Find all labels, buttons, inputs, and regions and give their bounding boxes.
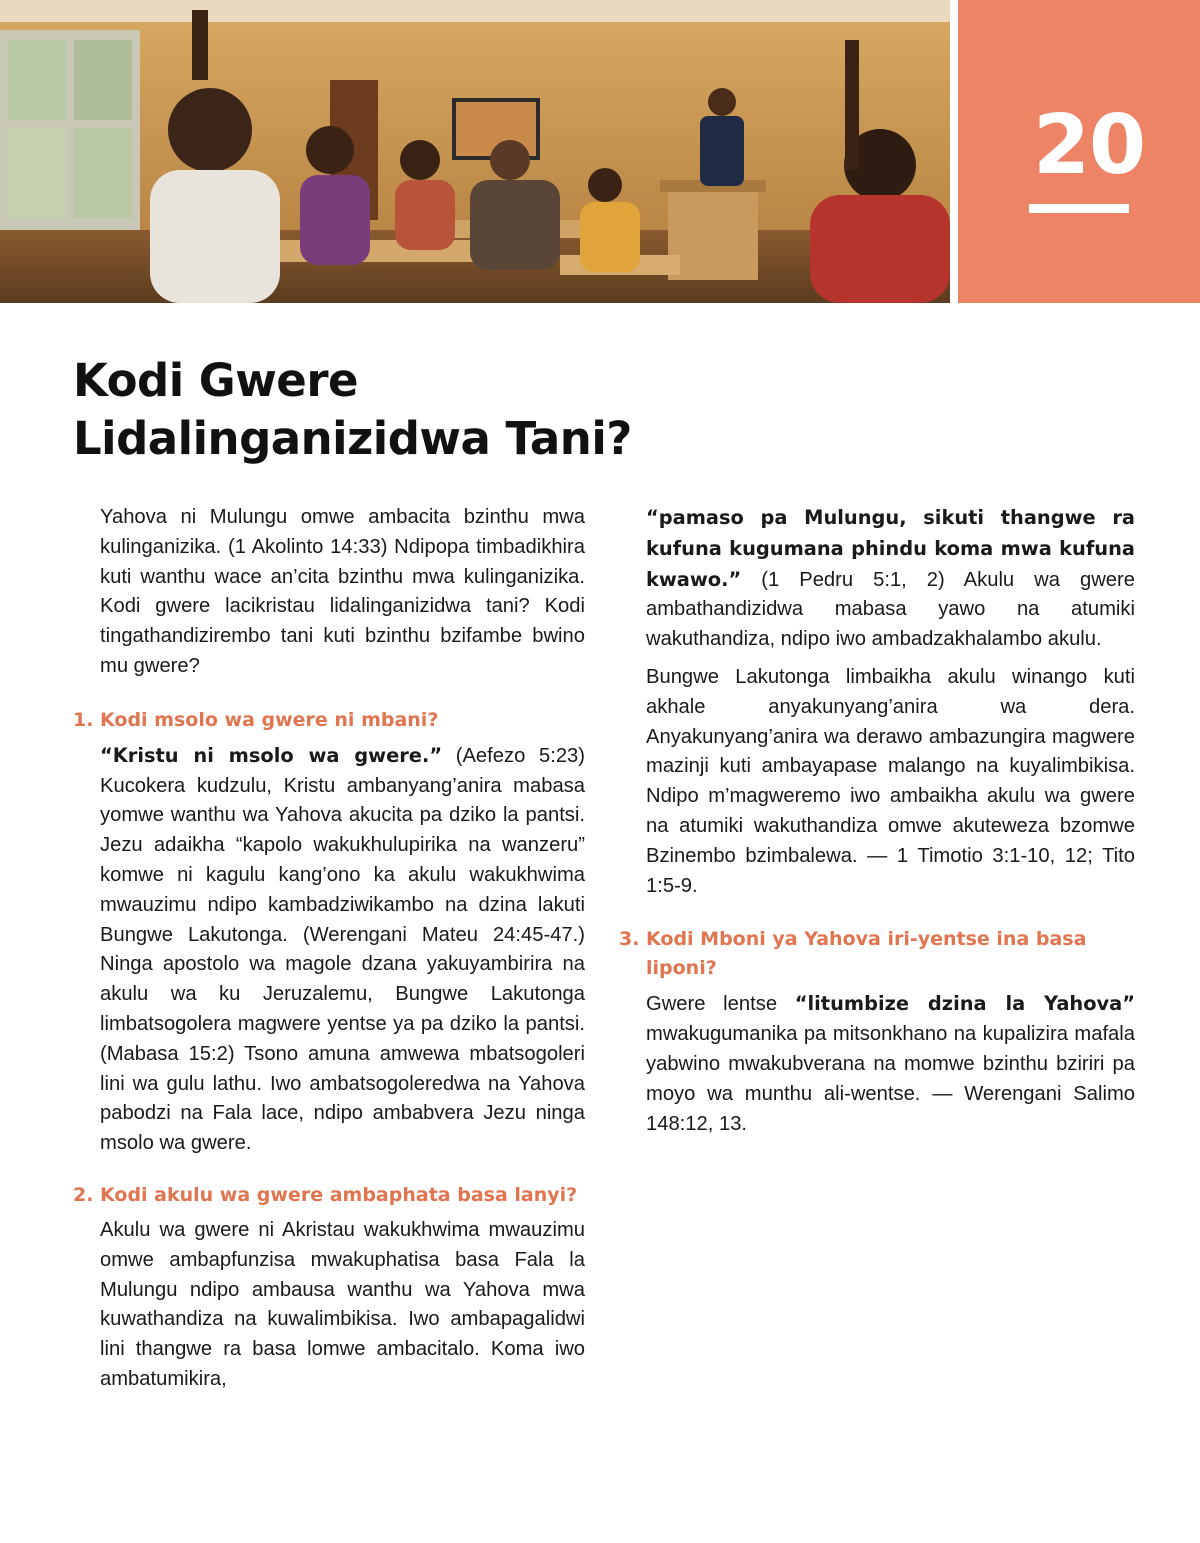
question-1 — [73, 706, 585, 735]
question-number: 1. — [73, 708, 94, 731]
header-photo — [0, 0, 950, 303]
question-text: Kodi Mboni ya Yahova iri-yentse ina basa liponi? — [646, 928, 1087, 980]
scripture-quote: “litumbize dzina la Yahova” — [794, 992, 1135, 1016]
answer-text: (Aefezo 5:23) Kucokera kudzulu, Kristu ambanyang’anira mabasa yomwe wanthu wa Yahova akucita pa dziko la pantsi. Jezu adaikha “kapolo wakukhulupirika na wanzeru” komwe ni kagulu kang’ono ka akulu wakukhwima mwauzimu ndipo kambadziwikambo na dzina lakuti Bungwe Lakutonga. (Werengani Mateu 24:45-47.) Ninga apostolo wa magole dzana yakuyambirira na akulu wa ku Jeruzalemu, Bungwe Lakutonga limbatsogolera magwere yentse ya pa dziko la pantsi. (Mabasa 15:2) Tsono amuna amwewa mbatsogoleri lini wa gulu lathu. Iwo ambatsogoleredwa na Yahova pabodzi na Fala lace, ndipo ambabvera Jezu ninga msolo wa gwere. — [100, 744, 585, 1155]
question-number: 3. — [619, 928, 640, 951]
title-line-2: Lidalinganizidwa Tani? — [73, 412, 632, 465]
right-column — [619, 503, 1135, 1139]
answer-paragraph — [73, 741, 585, 1159]
intro-paragraph: Yahova ni Mulungu omwe ambacita bzinthu mwa kulinganizika. (1 Akolinto 14:33) Ndipopa timbadikhira kuti wanthu wace an’cita bzinthu mwa kulinganizika. Kodi gwere lacikristau lidalinganizidwa tani? Kodi tingathandizirembo tani kuti bzinthu bzifambe bwino mu gwere? — [100, 506, 585, 677]
lesson-number: 20 — [1032, 98, 1146, 193]
answer-paragraph: Akulu wa gwere ni Akristau wakukhwima mwauzimu omwe ambapfunzisa mwakuphatisa basa Fala la Mulungu ndipo ambausa wanthu wa Yahova mwa kuwathandiza na kuwalimbikisa. Iwo ambapagalidwi lini thangwe ra basa lomwe ambacitalo. Koma iwo ambatumikira, — [100, 1218, 585, 1390]
scripture-quote: “pamaso pa Mulungu, sikuti thangwe ra kufuna kugumana phindu koma mwa kufuna kwawo.” — [646, 506, 1135, 591]
question-text: Kodi akulu wa gwere ambaphata basa lanyi? — [100, 1183, 578, 1206]
answer-paragraph — [619, 989, 1135, 1139]
page-title — [73, 352, 773, 468]
answer-paragraph-continued — [619, 503, 1135, 655]
question-2 — [73, 1181, 585, 1210]
title-line-1: Kodi Gwere — [73, 354, 359, 407]
answer-text: (1 Pedru 5:1, 2) Akulu wa gwere ambathandizidwa mabasa yawo na atumiki wakuthandiza, ndipo iwo ambadzakhalambo akulu. — [646, 568, 1135, 651]
question-number: 2. — [73, 1183, 94, 1206]
answer-paragraph: Bungwe Lakutonga limbaikha akulu winango kuti akhale anyakunyang’anira wa dera. Anyakunyang’anira wa derawo ambazungira magwere mazinji kuti ambayapase malango na kuyalimbikisa. Ndipo m’magweremo iwo ambaikha akulu wa gwere na atumiki wakuthandiza omwe akuteweza bzomwe Bzinembo bzimbalewa. — 1 Timotio 3:1-10, 12; Tito 1:5-9. — [646, 665, 1135, 897]
question-text: Kodi msolo wa gwere ni mbani? — [100, 708, 439, 731]
lesson-badge — [958, 0, 1200, 303]
answer-text: mwakugumanika pa mitsonkhano na kupalizira mafala yabwino mwakubverana na momwe bzinthu bziriri pa moyo wa munthu ali-wentse. — Werengani Salimo 148:12, 13. — [646, 1023, 1135, 1135]
scripture-quote: “Kristu ni msolo wa gwere.” — [100, 743, 443, 767]
lesson-number-underline — [1029, 204, 1129, 213]
left-column — [73, 503, 585, 1395]
answer-text-before: Gwere lentse — [646, 993, 795, 1016]
question-3 — [619, 925, 1135, 983]
